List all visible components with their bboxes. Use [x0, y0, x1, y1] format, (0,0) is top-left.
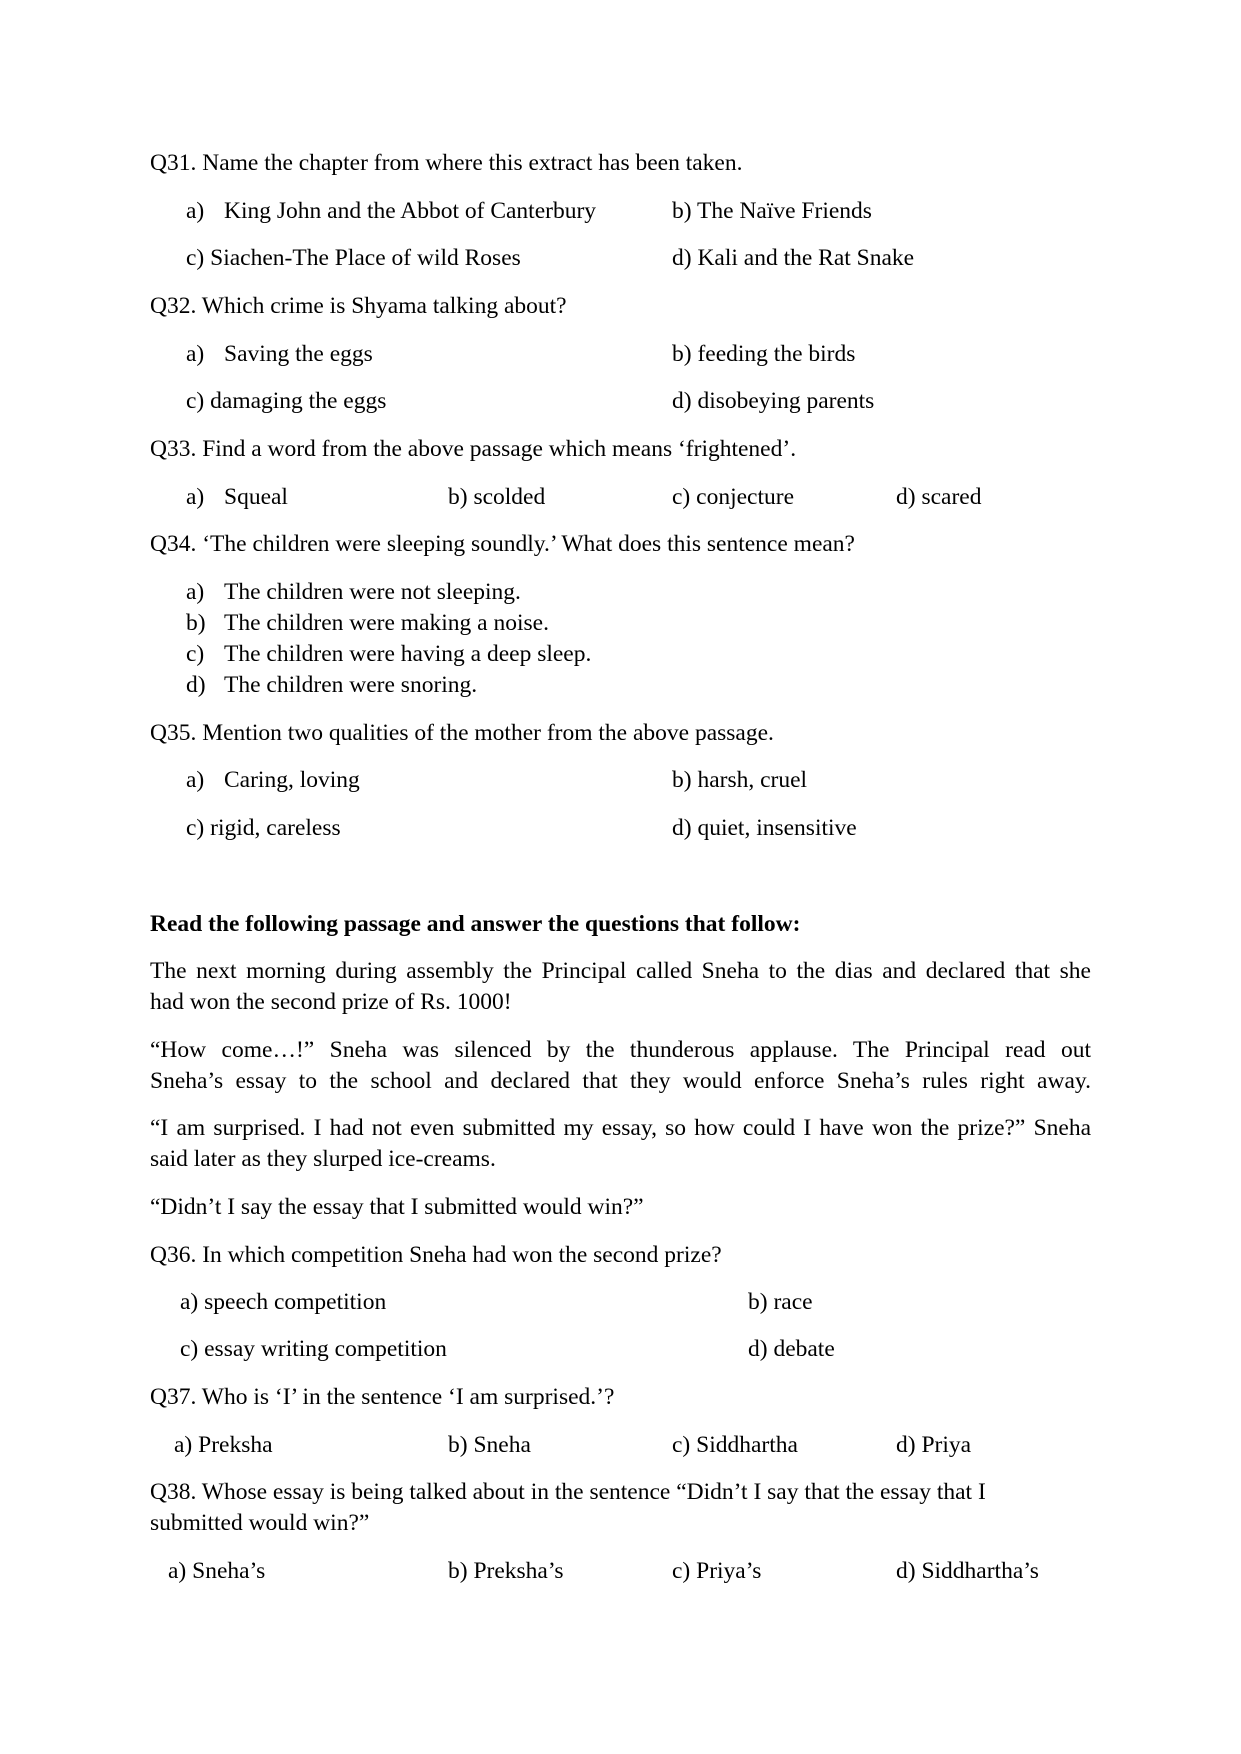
q35-option-b: b) harsh, cruel [672, 767, 808, 793]
question-q37: Q37. Who is ‘I’ in the sentence ‘I am surprised.’? [150, 1384, 615, 1410]
passage-p3-line1: “I am surprised. I had not even submitted my essay, so how could I have won the prize?” Sneha [150, 1115, 1091, 1141]
q38-option-a: a) Sneha’s [168, 1558, 266, 1584]
q36-option-d: d) debate [748, 1336, 835, 1362]
q32-option-b: b) feeding the birds [672, 341, 856, 367]
passage-p1-line2: had won the second prize of Rs. 1000! [150, 989, 512, 1015]
q37-option-c: c) Siddhartha [672, 1432, 798, 1458]
q37-option-b: b) Sneha [448, 1432, 531, 1458]
question-q38-line2: submitted would win?” [150, 1510, 370, 1536]
q38-option-d: d) Siddhartha’s [896, 1558, 1039, 1584]
q35-option-a: a) Caring, loving [186, 767, 360, 793]
q32-option-c: c) damaging the eggs [186, 388, 387, 414]
q36-option-a: a) speech competition [180, 1289, 387, 1315]
q31-option-d: d) Kali and the Rat Snake [672, 245, 915, 271]
question-q33: Q33. Find a word from the above passage which means ‘frightened’. [150, 436, 797, 462]
passage-p1-line1: The next morning during assembly the Principal called Sneha to the dias and declared that she [150, 958, 1091, 984]
q36-option-b: b) race [748, 1289, 813, 1315]
question-q31: Q31. Name the chapter from where this extract has been taken. [150, 150, 743, 176]
q32-option-d: d) disobeying parents [672, 388, 875, 414]
q33-option-a: a) Squeal [186, 484, 288, 510]
q31-option-b: b) The Naïve Friends [672, 198, 872, 224]
q34-option-d: d) The children were snoring. [186, 672, 478, 698]
question-q38-line1: Q38. Whose essay is being talked about in the sentence “Didn’t I say that the essay that I [150, 1479, 986, 1505]
passage-heading: Read the following passage and answer the questions that follow: [150, 911, 801, 937]
q36-option-c: c) essay writing competition [180, 1336, 447, 1362]
q32-option-a: a) Saving the eggs [186, 341, 373, 367]
question-q35: Q35. Mention two qualities of the mother from the above passage. [150, 720, 774, 746]
question-q34: Q34. ‘The children were sleeping soundly.’ What does this sentence mean? [150, 531, 855, 557]
q37-option-d: d) Priya [896, 1432, 972, 1458]
q37-option-a: a) Preksha [174, 1432, 273, 1458]
q38-option-c: c) Priya’s [672, 1558, 762, 1584]
q38-option-b: b) Preksha’s [448, 1558, 564, 1584]
q31-option-c: c) Siachen-The Place of wild Roses [186, 245, 521, 271]
passage-p2-line1: “How come…!” Sneha was silenced by the thunderous applause. The Principal read out [150, 1037, 1091, 1063]
question-q32: Q32. Which crime is Shyama talking about? [150, 293, 567, 319]
q33-option-d: d) scared [896, 484, 982, 510]
q34-option-c: c) The children were having a deep sleep. [186, 641, 592, 667]
q33-option-b: b) scolded [448, 484, 546, 510]
q34-option-b: b) The children were making a noise. [186, 610, 549, 636]
q35-option-c: c) rigid, careless [186, 815, 341, 841]
q35-option-d: d) quiet, insensitive [672, 815, 857, 841]
q34-option-a: a) The children were not sleeping. [186, 579, 521, 605]
q31-option-a: a) King John and the Abbot of Canterbury [186, 198, 597, 224]
question-q36: Q36. In which competition Sneha had won the second prize? [150, 1242, 722, 1268]
passage-p4: “Didn’t I say the essay that I submitted would win?” [150, 1194, 644, 1220]
passage-p3-line2: said later as they slurped ice-creams. [150, 1146, 496, 1172]
q33-option-c: c) conjecture [672, 484, 794, 510]
passage-p2-line2: Sneha’s essay to the school and declared that they would enforce Sneha’s rules right away. [150, 1068, 1091, 1094]
